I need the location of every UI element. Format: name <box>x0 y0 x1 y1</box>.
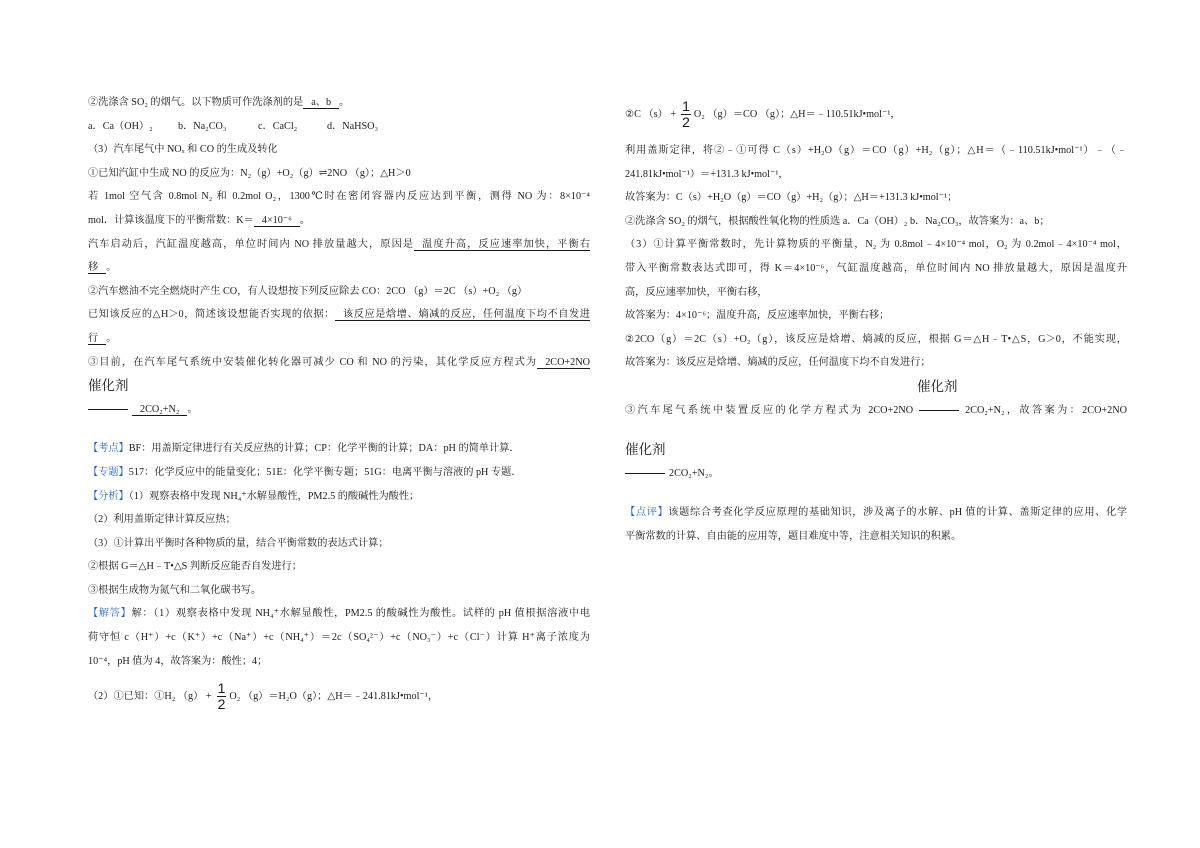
co-reaction-line: ②汽车燃油不完全燃烧时产生 CO，有人设想按下列反应除去 CO：2CO （g）＝2C （s）+O₂ （g） <box>88 285 528 297</box>
equation-text: 2CO₂+N₂，故答案为：2CO+2NO <box>965 404 1127 416</box>
wash-answer-line: ②洗涤含 SO₂ 的烟气，根据酸性氧化物的性质选 a．Ca（OH）₂ b．Na₂CO₃，故答案为：a、b； <box>625 215 1050 227</box>
k-line-3: 高，反应速率加快，平衡右移， <box>625 286 768 298</box>
equation-text: ②C （s） + <box>625 109 677 120</box>
k-line-1: （3）①计算平衡常数时，先计算物质的平衡量，N₂ 为 0.8mol﹣4×10⁻⁴ mol，O₂ 为 0.2mol﹣4×10⁻⁴ mol， <box>625 239 1127 251</box>
option-b: b．Na₂CO₃ <box>178 120 227 132</box>
fraction-one-half <box>217 681 227 712</box>
fenxi-line-3: （3）①计算出平衡时各种物质的量，结合平衡常数的表达式计算； <box>88 537 389 549</box>
equation-text: （2）①已知：①H₂ （g） + <box>88 691 212 703</box>
answer-blank: 该反应是焓增、熵减的反应，任何温度下均不自发进 <box>335 309 590 321</box>
question-text: ③目前，在汽车尾气系统中安装催化转化器可减少 CO 和 NO 的污染，其化学反应方程式为 <box>88 356 538 368</box>
question-text: ②洗涤含 SO₂ 的烟气。以下物质可作洗涤剂的是 <box>88 97 304 108</box>
jieda-line-3: 10⁻⁴，pH 值为 4，故答案为：酸性；4； <box>88 655 268 667</box>
option-c: c．CaCl₂ <box>258 120 298 132</box>
equation-text: O₂ （g）＝H₂O（g）；△H＝﹣241.81kJ•mol⁻¹， <box>229 691 439 703</box>
exhaust-equation-line-2 <box>625 462 1127 486</box>
answer-blank: 4×10⁻⁶ <box>254 215 300 227</box>
zhuanti-line <box>88 461 590 485</box>
reason-line-2 <box>88 256 590 280</box>
kaodian-label: 【考点】 <box>88 443 129 455</box>
reaction-arrow <box>88 409 128 410</box>
reaction-arrow <box>625 473 665 474</box>
reason-line-1 <box>88 233 590 257</box>
basis-line-1 <box>88 303 590 327</box>
k-question-line <box>88 209 590 233</box>
equation-line-1 <box>88 351 590 375</box>
question-text: 已知该反应的△H＞0，简述该设想能否实现的依据： <box>88 309 335 321</box>
reaction-arrow <box>919 410 959 411</box>
jieda-line <box>88 602 590 626</box>
hess-line-1: 利用盖斯定律，将②﹣①可得 C（s）+H₂O（g）＝CO（g）+H₂（g）；△H＝（﹣110.51kJ•mol⁻¹）﹣（﹣ <box>625 145 1127 156</box>
question-text: 。 <box>187 403 198 415</box>
fenxi-text: （1）观察表格中发现 NH₄⁺水解显酸性，PM2.5 的酸碱性为酸性； <box>128 490 420 502</box>
no-given-line: 若 1mol 空气含 0.8mol N₂ 和 0.2mol O₂，1300℃时在密闭容器内反应达到平衡，测得 NO 为：8×10⁻⁴ <box>88 191 590 203</box>
hess-line-2: 241.81kJ•mol⁻¹）＝+131.3 kJ•mol⁻¹， <box>625 168 789 180</box>
carbon-equation-line <box>625 97 1127 133</box>
question-text: 汽车启动后，汽缸温度越高，单位时间内 NO 排放量越大，原因是 <box>88 238 415 250</box>
option-d: d．NaHSO₃ <box>327 120 379 132</box>
fraction-numerator: 1 <box>217 680 226 697</box>
dianping-line <box>625 501 1127 525</box>
kaodian-line <box>88 437 590 461</box>
equation-line-2 <box>88 398 590 422</box>
question-text: mol．计算该温度下的平衡常数：K＝ <box>88 214 254 226</box>
right-column <box>625 97 1127 549</box>
fraction-one-half <box>681 99 691 130</box>
fraction-denominator: 2 <box>217 696 226 713</box>
equation-text: ③汽车尾气系统中装置反应的化学方程式为 2CO+2NO <box>625 404 914 416</box>
part3-title: （3）汽车尾气中 NOₓ 和 CO 的生成及转化 <box>88 144 278 156</box>
fraction-numerator: 1 <box>682 98 690 115</box>
fenxi-label: 【分析】 <box>88 490 129 502</box>
dianping-line-2: 平衡常数的计算、自由能的应用等，题目难度中等，注意相关知识的积累。 <box>625 530 962 542</box>
answer-blank: 2CO+2NO <box>537 357 590 369</box>
catalyst-label: 催化剂 <box>88 378 129 394</box>
gibbs-answer-line: 故答案为：该反应是焓增、熵减的反应，任何温度下均不自发进行； <box>625 357 931 369</box>
catalyst-label: 催化剂 <box>625 442 666 458</box>
equation-text: O₂ （g）＝CO （g）；△H＝﹣110.51kJ•mol⁻¹， <box>693 109 901 120</box>
answer-blank: 2CO₂+N₂ <box>132 404 187 416</box>
answer-blank: 行 <box>88 333 106 345</box>
question-text: 。 <box>299 214 310 226</box>
fenxi-line <box>88 485 590 509</box>
fraction-denominator: 2 <box>682 114 690 131</box>
answer-blank: 移 <box>88 262 106 274</box>
basis-line-2 <box>88 327 590 351</box>
fenxi-line-5: ③根据生成物为氮气和二氧化碳书写。 <box>88 584 262 596</box>
wash-question-line <box>88 91 590 115</box>
dianping-text: 该题综合考查化学反应原理的基础知识，涉及离子的水解、pH 值的计算、盖斯定律的应用、化学 <box>668 507 1127 519</box>
jieda-line-2: 荷守恒 c（H⁺）+c（K⁺）+c（Na⁺）+c（NH₄⁺）＝2c（SO₄²⁻）+c（NO₃⁻）+c（Cl⁻）计算 H⁺离子浓度为 <box>88 632 590 644</box>
question-text: 。 <box>339 97 350 108</box>
exhaust-equation-line-1 <box>625 399 1127 423</box>
k-answer-line: 故答案为：4×10⁻⁶；温度升高，反应速率加快，平衡右移； <box>625 310 890 322</box>
equation-text: 2CO₂+N₂。 <box>669 467 719 479</box>
answer-blank: a、b <box>303 97 339 109</box>
dianping-label: 【点评】 <box>625 507 669 519</box>
zhuanti-text: 517：化学反应中的能量变化；51E：化学平衡专题；51G：电离平衡与溶液的 pH 专题． <box>128 466 522 478</box>
jieda-line-4 <box>88 679 590 715</box>
fenxi-line-2: （2）利用盖斯定律计算反应热； <box>88 514 236 526</box>
k-line-2: 带入平衡常数表达式即可，得 K＝4×10⁻⁶，气缸温度越高，单位时间内 NO 排放量越大，原因是温度升 <box>625 262 1127 274</box>
kaodian-text: BF：用盖斯定律进行有关反应热的计算；CP：化学平衡的计算；DA：pH 的简单计算． <box>128 443 520 455</box>
gibbs-line: ②2CO（g）＝2C（s）+O₂（g），该反应是焓增、熵减的反应，根据 G＝△H﹣T•△S，G＞0，不能实现， <box>625 333 1127 345</box>
options-line <box>88 115 590 139</box>
question-text: 。 <box>106 332 117 344</box>
no-reaction-line: ①已知汽缸中生成 NO 的反应为：N₂（g）+O₂（g）⇌2NO （g）；△H＞0 <box>88 167 411 179</box>
option-a: a．Ca（OH）₂ <box>88 120 153 132</box>
hess-answer-line: 故答案为：C（s）+H₂O（g）＝CO（g）+H₂（g）；△H＝+131.3 kJ•mol⁻¹； <box>625 192 958 204</box>
jieda-label: 【解答】 <box>88 608 132 620</box>
catalyst-label: 催化剂 <box>917 378 958 394</box>
left-column <box>88 91 590 715</box>
zhuanti-label: 【专题】 <box>88 466 129 478</box>
jieda-text: 解：（1）观察表格中发现 NH₄⁺水解显酸性，PM2.5 的酸碱性为酸性。试样的 pH 值根据溶液中电 <box>131 608 590 620</box>
question-text: 。 <box>106 262 117 274</box>
answer-blank: 温度升高，反应速率加快，平衡右 <box>414 239 590 251</box>
fenxi-line-4: ②根据 G＝△H﹣T•△S 判断反应能否自发进行； <box>88 561 302 573</box>
